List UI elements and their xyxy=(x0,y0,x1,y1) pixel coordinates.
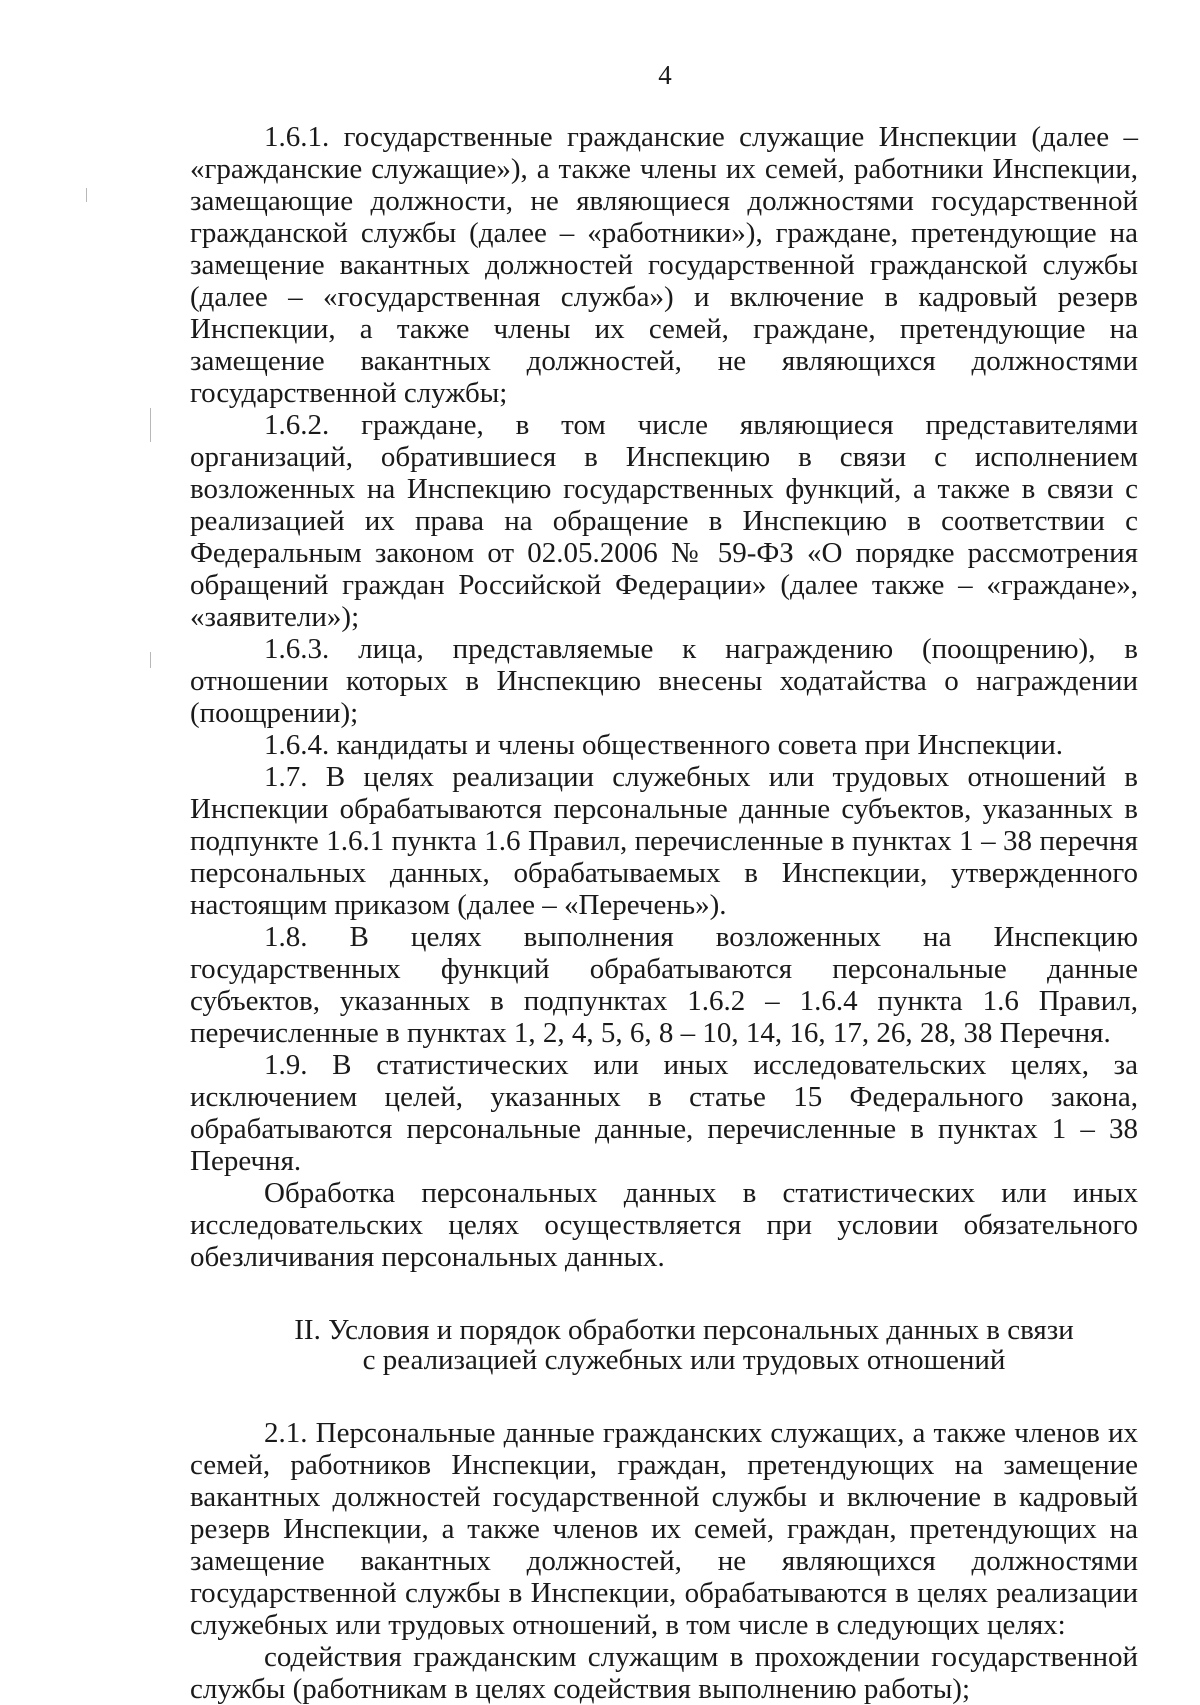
paragraph-depersonalization: Обработка персональных данных в статистических или иных исследовательских целях осуществляется при условии обязательного обезличивания персональных данных. xyxy=(190,1177,1138,1273)
paragraph-1-8: 1.8. В целях выполнения возложенных на Инспекцию государственных функций обрабатываются персональные данные субъектов, указанных в подпунктах 1.6.2 – 1.6.4 пункта 1.6 Правил, перечисленные в пунктах 1, 2, 4, 5, 6, 8 – 10, 14, 16, 17, 26, 28, 38 Перечня. xyxy=(190,921,1138,1049)
scan-artifact-mark xyxy=(86,188,87,202)
paragraph-1-6-3: 1.6.3. лица, представляемые к награждению (поощрению), в отношении которых в Инспекцию внесены ходатайства о награждении (поощрении); xyxy=(190,633,1138,729)
paragraph-1-6-1: 1.6.1. государственные гражданские служащие Инспекции (далее – «гражданские служащие»), а также члены их семей, работники Инспекции, замещающие должности, не являющиеся должностями государственной гражданской службы (далее – «работники»), граждане, претендующие на замещение вакантных должностей государственной гражданской службы (далее – «государственная служба») и включение в кадровый резерв Инспекции, а также члены их семей, граждане, претендующие на замещение вакантных должностей, не являющихся должностями государственной службы; xyxy=(190,121,1138,409)
document-body xyxy=(190,121,1138,1705)
page-number: 4 xyxy=(658,60,672,90)
paragraph-2-1: 2.1. Персональные данные гражданских служащих, а также членов их семей, работников Инспекции, граждан, претендующих на замещение вакантных должностей государственной службы и включение в кадровый резерв Инспекции, а также членов их семей, граждан, претендующих на замещение вакантных должностей, не являющихся должностями государственной службы в Инспекции, обрабатываются в целях реализации служебных или трудовых отношений, в том числе в следующих целях: xyxy=(190,1417,1138,1641)
section-heading-line-1: II. Условия и порядок обработки персональных данных в связи xyxy=(294,1314,1074,1346)
scan-artifact-mark xyxy=(150,652,151,668)
paragraph-1-9: 1.9. В статистических или иных исследовательских целях, за исключением целей, указанных в статье 15 Федерального закона, обрабатываются персональные данные, перечисленные в пунктах 1 – 38 Перечня. xyxy=(190,1049,1138,1177)
scan-artifact-mark xyxy=(150,408,151,442)
section-heading-line-2: с реализацией служебных или трудовых отношений xyxy=(362,1344,1006,1376)
paragraph-1-7: 1.7. В целях реализации служебных или трудовых отношений в Инспекции обрабатываются персональные данные субъектов, указанных в подпункте 1.6.1 пункта 1.6 Правил, перечисленные в пунктах 1 – 38 перечня персональных данных, обрабатываемых в Инспекции, утвержденного настоящим приказом (далее – «Перечень»). xyxy=(190,761,1138,921)
paragraph-1-6-4: 1.6.4. кандидаты и члены общественного совета при Инспекции. xyxy=(264,729,1063,761)
paragraph-1-6-2: 1.6.2. граждане, в том числе являющиеся представителями организаций, обратившиеся в Инспекцию в связи с исполнением возложенных на Инспекцию государственных функций, а также в связи с реализацией их права на обращение в Инспекцию в соответствии с Федеральным законом от 02.05.2006 № 59-ФЗ «О порядке рассмотрения обращений граждан Российской Федерации» (далее также – «граждане», «заявители»); xyxy=(190,409,1138,633)
section-heading xyxy=(190,1315,1138,1375)
paragraph-purpose-item: содействия гражданским служащим в прохождении государственной службы (работникам в целях содействия выполнению работы); xyxy=(190,1641,1138,1705)
